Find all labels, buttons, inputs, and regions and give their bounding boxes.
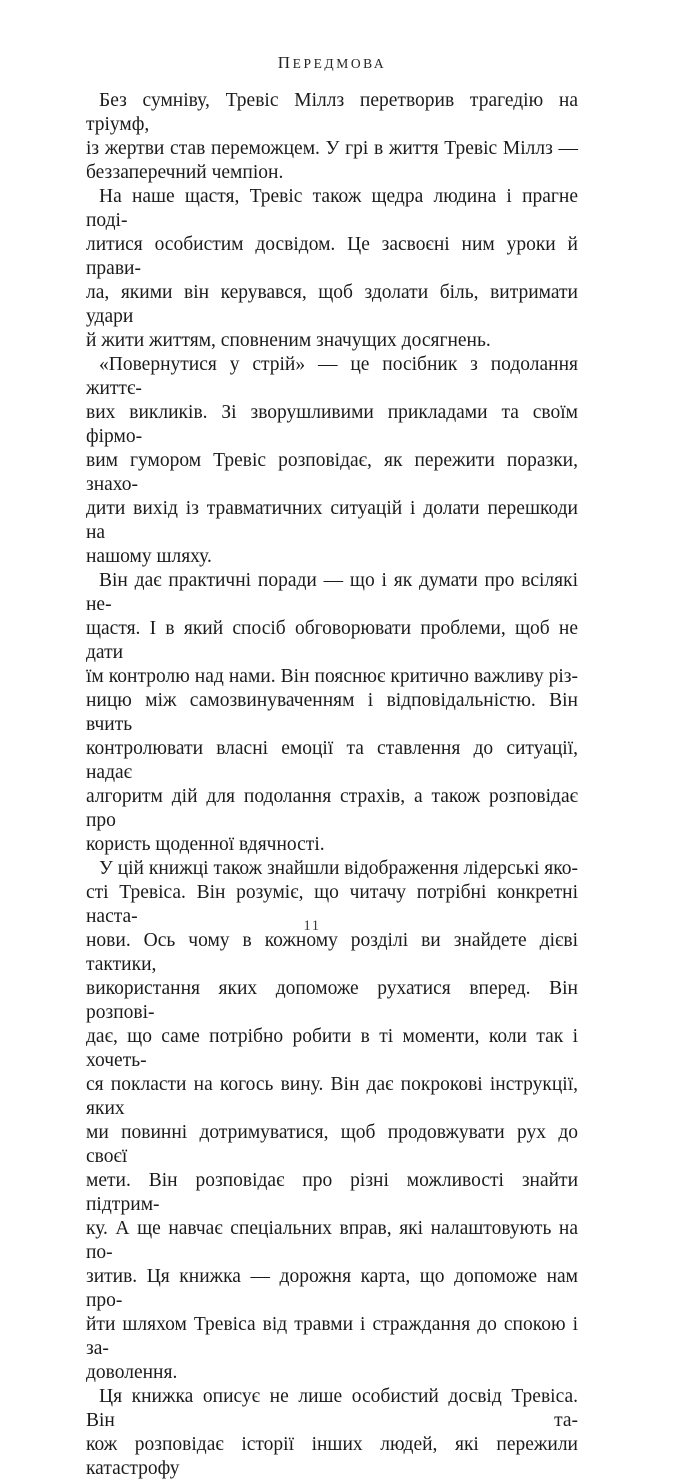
text-line: дає, що саме потрібно робити в ті моменти, коли так і хочеть- — [86, 1026, 578, 1071]
text-line: ницю між самозвинуваченням і відповідальністю. Він вчить — [86, 690, 578, 735]
text-line: На наше щастя, Тревіс також щедра людина і прагне поді- — [86, 186, 578, 231]
text-line: кож розповідає історії інших людей, які пережили катастрофу — [86, 1434, 578, 1479]
text-line: У цій книжці також знайшли відображення лідерські яко- — [99, 858, 578, 879]
text-block — [86, 89, 578, 1481]
running-head-initial: П — [277, 53, 293, 72]
text-line: вих викликів. Зі зворушливими прикладами та своїм фірмо- — [86, 402, 578, 447]
text-line: зитив. Ця книжка — дорожня карта, що допоможе нам про- — [86, 1266, 578, 1311]
text-line: контролювати власні емоції та ставлення до ситуації, надає — [86, 738, 578, 783]
paragraph — [86, 569, 578, 857]
text-line: й жити життям, сповненим значущих досягнень. — [86, 330, 491, 351]
text-line: мети. Він розповідає про різні можливості знайти підтрим- — [86, 1170, 578, 1215]
text-line: користь щоденної вдячності. — [86, 834, 325, 855]
page-number: 11 — [303, 918, 321, 934]
text-line: щастя. І в який спосіб обговорювати проблеми, щоб не дати — [86, 618, 578, 663]
text-line: нови. Ось чому в кожному розділі ви знайдете дієві тактики, — [86, 930, 578, 975]
text-line: Він дає практичні поради — що і як думати про всілякі не- — [86, 570, 578, 615]
text-line: ми повинні дотримуватися, щоб продовжувати рух до своєї — [86, 1122, 578, 1167]
text-line: їм контролю над нами. Він пояснює критично важливу різ- — [86, 666, 578, 687]
paragraph — [86, 1385, 578, 1481]
paragraph — [86, 857, 578, 1385]
text-line: ку. А ще навчає спеціальних вправ, які налаштовують на по- — [86, 1218, 578, 1263]
chapter-running-head — [86, 55, 578, 73]
text-line: алгоритм дій для подолання страхів, а також розповідає про — [86, 786, 578, 831]
text-line: із жертви став переможцем. У грі в життя Тревіс Міллз — — [86, 138, 578, 159]
text-line: «Повернутися у стрій» — це посібник з подолання життє- — [86, 354, 578, 399]
text-line: ся покласти на когось вину. Він дає покрокові інструкції, яких — [86, 1074, 578, 1119]
text-line: сті Тревіса. Він розуміє, що читачу потрібні конкретні наста- — [86, 882, 578, 927]
paragraph — [86, 185, 578, 353]
text-line: йти шляхом Тревіса від травми і страждання до спокою і за- — [86, 1314, 578, 1359]
paragraph — [86, 353, 578, 569]
text-line: ла, якими він керувався, щоб здолати біль, витримати удари — [86, 282, 578, 327]
text-line: вим гумором Тревіс розповідає, як пережити поразки, знахо- — [86, 450, 578, 495]
paragraph — [86, 89, 578, 185]
text-line: дити вихід із травматичних ситуацій і долати перешкоди на — [86, 498, 578, 543]
text-line: Без сумніву, Тревіс Міллз перетворив трагедію на тріумф, — [86, 90, 578, 135]
text-line: беззаперечний чемпіон. — [86, 162, 284, 183]
text-line: використання яких допоможе рухатися вперед. Він розпові- — [86, 978, 578, 1023]
text-line: литися особистим досвідом. Це засвоєні ним уроки й прави- — [86, 234, 578, 279]
running-head-rest: ЕРЕДМОВА — [292, 56, 387, 71]
text-line: нашому шляху. — [86, 546, 212, 567]
text-line: Ця книжка описує не лише особистий досвід Тревіса. Він та- — [86, 1386, 578, 1431]
text-line: доволення. — [86, 1362, 178, 1383]
